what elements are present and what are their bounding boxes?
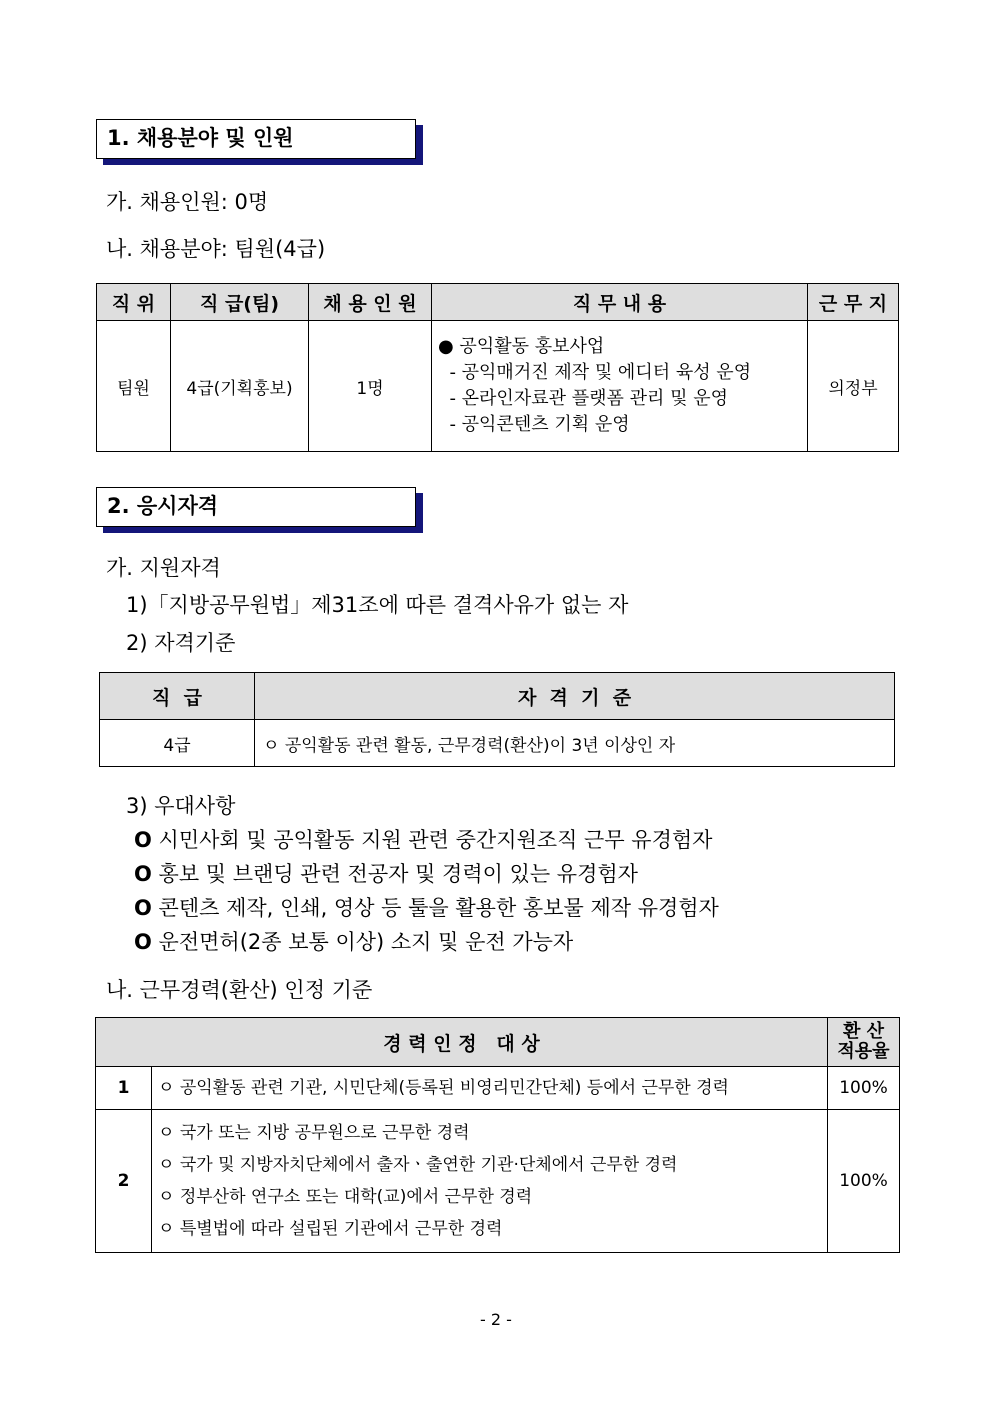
list-item [134,928,719,962]
cell-target [152,1067,828,1110]
criteria-table [99,672,895,767]
target-item: ㅇ 국가 및 지방자치단체에서 출자ㆍ출연한 기관·단체에서 근무한 경력 [158,1155,678,1175]
list-item [134,860,719,894]
cell-position: 팀원 [97,321,171,452]
section-2-title: 2. 응시자격 [96,487,416,527]
table-row [100,720,895,767]
cell-rate: 100% [828,1067,900,1110]
recruit-count-line: 가. 채용인원: 0명 [106,190,269,214]
circle-bullet-icon: O [134,896,152,920]
header-position: 직 위 [97,284,171,321]
cell-target [152,1110,828,1253]
table-row [96,1110,900,1253]
header-grade: 직 급 [100,673,255,720]
cell-duties [432,321,808,452]
circle-bullet-icon: O [134,930,152,954]
header-duties: 직 무 내 용 [432,284,808,321]
cell-rate: 100% [828,1110,900,1253]
section-1-title: 1. 채용분야 및 인원 [96,119,416,159]
header-count: 채 용 인 원 [309,284,432,321]
header-target: 경 력 인 정 대 상 [96,1018,828,1067]
header-grade: 직 급(팀) [171,284,309,321]
duty-line: - 온라인자료관 플랫폼 관리 및 운영 [438,388,728,409]
recruitment-table [96,283,899,452]
sub-a-heading: 가. 지원자격 [106,556,221,580]
duty-line: - 공익매거진 제작 및 에디터 육성 운영 [438,362,752,383]
cell-grade: 4급 [100,720,255,767]
page-number: - 2 - [480,1310,512,1329]
table-row [96,1067,900,1110]
preference-text: 시민사회 및 공익활동 지원 관련 중간지원조직 근무 유경험자 [158,828,713,852]
circle-bullet-icon: O [134,862,152,886]
sub-b-heading: 나. 근무경력(환산) 인정 기준 [106,978,373,1002]
cell-count: 1명 [309,321,432,452]
cell-grade: 4급(기획홍보) [171,321,309,452]
duty-line: - 공익콘텐츠 기획 운영 [438,414,630,435]
cell-criterion: ㅇ 공익활동 관련 활동, 근무경력(환산)이 3년 이상인 자 [255,720,895,767]
circle-bullet-icon: O [134,828,152,852]
qualification-item-2: 2) 자격기준 [126,631,236,655]
cell-row-number: 1 [96,1067,152,1110]
header-rate-line-1: 환 산 [842,1021,885,1042]
experience-table [95,1017,900,1253]
list-item [134,826,719,860]
duty-line: ● 공익활동 홍보사업 [438,336,605,357]
header-criteria: 자 격 기 준 [255,673,895,720]
target-item: ㅇ 공익활동 관련 기관, 시민단체(등록된 비영리민간단체) 등에서 근무한 경력 [158,1078,729,1098]
table-row [97,321,899,452]
target-item: ㅇ 특별법에 따라 설립된 기관에서 근무한 경력 [158,1219,503,1239]
cell-row-number: 2 [96,1110,152,1253]
preference-list [134,826,719,962]
list-item [134,894,719,928]
header-rate [828,1018,900,1067]
target-item: ㅇ 국가 또는 지방 공무원으로 근무한 경력 [158,1123,470,1143]
target-item: ㅇ 정부산하 연구소 또는 대학(교)에서 근무한 경력 [158,1187,533,1207]
header-location: 근 무 지 [808,284,899,321]
recruit-field-line: 나. 채용분야: 팀원(4급) [106,237,326,261]
preference-text: 콘텐츠 제작, 인쇄, 영상 등 툴을 활용한 홍보물 제작 유경험자 [158,896,719,920]
header-rate-line-2: 적용율 [837,1041,890,1062]
cell-location: 의정부 [808,321,899,452]
preference-text: 홍보 및 브랜딩 관련 전공자 및 경력이 있는 유경험자 [158,862,638,886]
preference-text: 운전면허(2종 보통 이상) 소지 및 운전 가능자 [158,930,574,954]
qualification-item-1: 1)「지방공무원법」제31조에 따른 결격사유가 없는 자 [126,593,629,617]
qualification-item-3: 3) 우대사항 [126,794,236,818]
